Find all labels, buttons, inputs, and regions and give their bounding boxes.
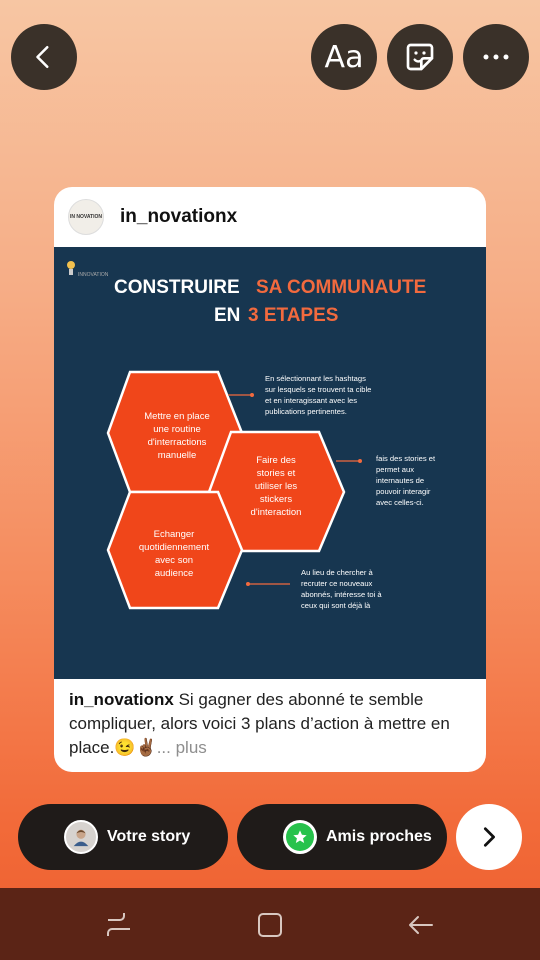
- close-friends-star-icon: [283, 820, 317, 854]
- note1-line: et en interagissant avec les: [265, 396, 358, 405]
- your-story-label: Votre story: [107, 828, 191, 845]
- hex3-line: avec son: [154, 555, 194, 566]
- title-white-2: EN: [214, 305, 241, 326]
- note2-line: fais des stories et: [376, 454, 436, 463]
- chevron-right-icon: [478, 826, 500, 848]
- home-icon[interactable]: [255, 910, 285, 940]
- note3-line: Au lieu de chercher à: [301, 568, 373, 577]
- lightbulb-icon: [67, 261, 75, 269]
- note2-line: avec celles-ci.: [376, 498, 424, 507]
- note2-line: pouvoir interagir: [376, 487, 431, 496]
- text-tool-label: Aa: [324, 39, 364, 75]
- your-story-button[interactable]: [18, 804, 228, 870]
- note1-line: publications pertinentes.: [265, 407, 347, 416]
- hex2-line: stories et: [256, 468, 296, 479]
- note1-line: En sélectionnant les hashtags: [265, 374, 366, 383]
- user-avatar-icon: [64, 820, 98, 854]
- avatar[interactable]: [68, 199, 104, 235]
- caption-more-link[interactable]: ... plus: [156, 738, 207, 757]
- post-image: [54, 247, 486, 679]
- post-header: [54, 187, 486, 247]
- post-caption[interactable]: [69, 688, 474, 760]
- hex1-line: Mettre en place: [144, 411, 210, 422]
- hex1-line: manuelle: [157, 450, 197, 461]
- note3-line: ceux qui sont déjà là: [301, 601, 371, 610]
- note1-line: sur lesquels se trouvent ta cible: [265, 385, 372, 394]
- caption-text: Si gagner des abonné te semble compliquer, alors voici 3 plans d’action à mettre en place.😉✌🏾: [69, 690, 450, 757]
- title-orange-1: SA COMMUNAUTE: [256, 277, 427, 298]
- infographic: [54, 247, 486, 679]
- chevron-left-icon: [31, 44, 57, 70]
- avatar-text: IN NOVATION: [69, 214, 103, 220]
- note2-line: permet aux: [376, 465, 414, 474]
- more-horizontal-icon: [482, 53, 510, 61]
- post-username[interactable]: in_novationx: [120, 206, 238, 227]
- back-arrow-icon[interactable]: [406, 910, 436, 940]
- hex3-line: audience: [154, 568, 194, 579]
- system-navigation-bar: [0, 888, 540, 960]
- sticker-button[interactable]: [387, 24, 453, 90]
- next-button[interactable]: [456, 804, 522, 870]
- note2-line: internautes de: [376, 476, 425, 485]
- hex2-line: stickers: [259, 494, 293, 505]
- shared-post-card[interactable]: [54, 187, 486, 772]
- text-tool-button[interactable]: [311, 24, 377, 90]
- hex1-line: une routine: [153, 424, 201, 435]
- close-friends-label: Amis proches: [326, 828, 432, 845]
- sticker-icon: [404, 41, 436, 73]
- title-white-1: CONSTRUIRE: [114, 277, 240, 298]
- close-friends-button[interactable]: [237, 804, 447, 870]
- recent-apps-icon[interactable]: [104, 910, 134, 940]
- hex3-line: Echanger: [153, 529, 195, 540]
- hex2-line: d'interaction: [250, 507, 302, 518]
- note3-line: abonnés, intéresse toi à: [301, 590, 382, 599]
- hex1-line: d'interractions: [147, 437, 207, 448]
- caption-username[interactable]: in_novationx: [69, 690, 174, 709]
- hex2-line: utiliser les: [254, 481, 298, 492]
- back-button[interactable]: [11, 24, 77, 90]
- brand-mark: INNOVATION: [78, 272, 109, 278]
- note3-line: recruter ce nouveaux: [301, 579, 373, 588]
- hex3-line: quotidiennement: [138, 542, 210, 553]
- hex2-line: Faire des: [256, 455, 296, 466]
- more-options-button[interactable]: [463, 24, 529, 90]
- title-orange-2: 3 ETAPES: [248, 305, 339, 326]
